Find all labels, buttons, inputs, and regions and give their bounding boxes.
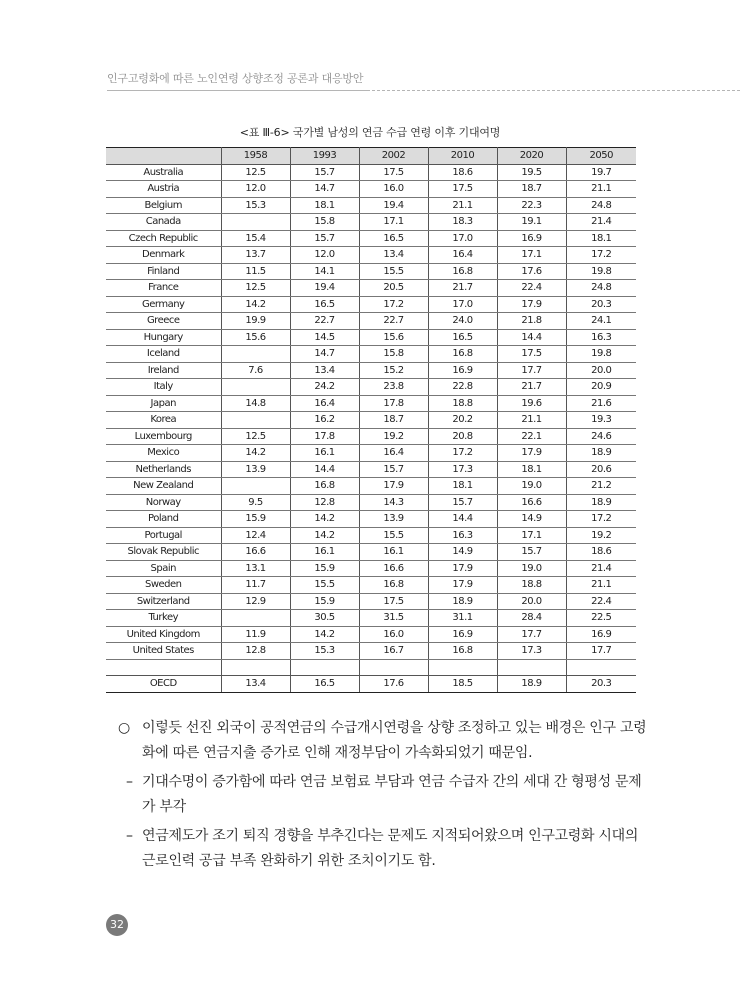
value-cell	[221, 478, 290, 495]
country-cell: United Kingdom	[106, 626, 221, 643]
value-cell: 16.9	[566, 626, 636, 643]
value-cell: 28.4	[497, 610, 566, 627]
header-rule	[107, 90, 370, 91]
country-cell: Greece	[106, 313, 221, 330]
value-cell: 21.1	[497, 412, 566, 429]
country-cell: Hungary	[106, 329, 221, 346]
value-cell: 14.5	[290, 329, 359, 346]
value-cell: 15.5	[290, 577, 359, 594]
value-cell: 15.8	[290, 214, 359, 231]
body-text	[118, 716, 648, 878]
value-cell: 24.8	[566, 197, 636, 214]
table-row	[106, 313, 636, 330]
value-cell: 18.9	[566, 445, 636, 462]
country-cell: Finland	[106, 263, 221, 280]
value-cell: 17.6	[359, 676, 428, 693]
value-cell: 18.8	[428, 395, 497, 412]
table-row	[106, 643, 636, 660]
value-cell: 14.2	[290, 511, 359, 528]
value-cell: 24.2	[290, 379, 359, 396]
value-cell: 20.0	[566, 362, 636, 379]
value-cell: 17.0	[428, 230, 497, 247]
country-cell: France	[106, 280, 221, 297]
value-cell: 17.9	[428, 560, 497, 577]
value-cell: 15.9	[290, 560, 359, 577]
sub-item-text: 연금제도가 조기 퇴직 경향을 부추긴다는 문제도 지적되어왔으며 인구고령화 시대의 근로인력 공급 부족 완화하기 위한 조치이기도 함.	[142, 828, 639, 869]
value-cell: 22.1	[497, 428, 566, 445]
value-cell: 12.9	[221, 593, 290, 610]
value-cell: 18.1	[566, 230, 636, 247]
value-cell: 21.8	[497, 313, 566, 330]
value-cell: 17.1	[497, 247, 566, 264]
value-cell: 15.7	[359, 461, 428, 478]
sub-item	[118, 770, 648, 820]
value-cell: 22.4	[566, 593, 636, 610]
value-cell: 24.8	[566, 280, 636, 297]
value-cell: 17.2	[566, 511, 636, 528]
value-cell: 12.0	[290, 247, 359, 264]
value-cell: 18.1	[290, 197, 359, 214]
value-cell: 16.5	[290, 296, 359, 313]
empty-cell	[497, 659, 566, 676]
value-cell: 21.6	[566, 395, 636, 412]
table-row	[106, 296, 636, 313]
value-cell: 20.2	[428, 412, 497, 429]
table-row	[106, 362, 636, 379]
value-cell: 19.3	[566, 412, 636, 429]
value-cell: 11.7	[221, 577, 290, 594]
column-header: 2050	[566, 148, 636, 165]
value-cell: 16.4	[290, 395, 359, 412]
value-cell: 22.3	[497, 197, 566, 214]
table-row	[106, 461, 636, 478]
table-header-row	[106, 148, 636, 165]
value-cell: 16.5	[359, 230, 428, 247]
table-row	[106, 247, 636, 264]
value-cell: 16.1	[359, 544, 428, 561]
table-row	[106, 527, 636, 544]
country-cell: Poland	[106, 511, 221, 528]
value-cell: 17.2	[566, 247, 636, 264]
value-cell: 14.4	[290, 461, 359, 478]
empty-cell	[221, 659, 290, 676]
value-cell: 17.1	[359, 214, 428, 231]
bullet-text: 이렇듯 선진 외국이 공적연금의 수급개시연령을 상향 조정하고 있는 배경은 인구 고령화에 따른 연금지출 증가로 인해 재정부담이 가속화되었기 때문임.	[142, 720, 647, 761]
value-cell: 16.4	[359, 445, 428, 462]
country-cell: OECD	[106, 676, 221, 693]
value-cell: 13.9	[221, 461, 290, 478]
table-row	[106, 412, 636, 429]
value-cell: 13.9	[359, 511, 428, 528]
value-cell: 15.6	[359, 329, 428, 346]
value-cell: 16.8	[290, 478, 359, 495]
value-cell: 20.0	[497, 593, 566, 610]
value-cell: 9.5	[221, 494, 290, 511]
value-cell: 14.7	[290, 346, 359, 363]
value-cell: 16.5	[428, 329, 497, 346]
table-row	[106, 395, 636, 412]
sub-item	[118, 824, 648, 874]
value-cell: 18.9	[428, 593, 497, 610]
value-cell: 16.1	[290, 544, 359, 561]
value-cell: 16.2	[290, 412, 359, 429]
bullet-paragraph	[118, 716, 648, 766]
value-cell: 15.7	[497, 544, 566, 561]
value-cell: 22.7	[359, 313, 428, 330]
value-cell: 20.3	[566, 296, 636, 313]
value-cell	[221, 214, 290, 231]
country-cell: Netherlands	[106, 461, 221, 478]
value-cell: 14.2	[290, 626, 359, 643]
value-cell: 19.0	[497, 478, 566, 495]
table-row	[106, 230, 636, 247]
country-cell: Turkey	[106, 610, 221, 627]
value-cell: 18.7	[359, 412, 428, 429]
value-cell: 16.8	[428, 263, 497, 280]
value-cell: 20.8	[428, 428, 497, 445]
value-cell: 15.6	[221, 329, 290, 346]
value-cell: 18.9	[497, 676, 566, 693]
value-cell: 21.7	[497, 379, 566, 396]
value-cell: 12.8	[221, 643, 290, 660]
column-header: 2010	[428, 148, 497, 165]
value-cell: 17.5	[428, 181, 497, 198]
circle-bullet-icon: ○	[118, 720, 130, 736]
value-cell: 17.1	[497, 527, 566, 544]
value-cell: 19.7	[566, 164, 636, 181]
country-cell: Austria	[106, 181, 221, 198]
value-cell: 14.2	[221, 445, 290, 462]
value-cell: 14.1	[290, 263, 359, 280]
value-cell: 20.3	[566, 676, 636, 693]
value-cell: 14.7	[290, 181, 359, 198]
value-cell: 30.5	[290, 610, 359, 627]
value-cell: 19.0	[497, 560, 566, 577]
value-cell: 21.1	[566, 181, 636, 198]
value-cell: 16.6	[497, 494, 566, 511]
value-cell: 17.7	[566, 643, 636, 660]
value-cell: 24.0	[428, 313, 497, 330]
value-cell: 16.3	[566, 329, 636, 346]
value-cell: 17.9	[428, 577, 497, 594]
value-cell: 17.9	[497, 445, 566, 462]
table-row	[106, 181, 636, 198]
value-cell: 19.9	[221, 313, 290, 330]
value-cell: 21.4	[566, 214, 636, 231]
value-cell: 16.3	[428, 527, 497, 544]
header-dashed-rule	[372, 90, 740, 91]
oecd-row	[106, 676, 636, 693]
value-cell: 21.7	[428, 280, 497, 297]
table-caption: <표 Ⅲ-6> 국가별 남성의 연금 수급 연령 이후 기대여명	[239, 126, 501, 139]
sub-item-text: 기대수명이 증가함에 따라 연금 보험료 부담과 연금 수급자 간의 세대 간 형평성 문제가 부각	[142, 774, 642, 815]
country-cell: Germany	[106, 296, 221, 313]
running-header: 인구고령화에 따른 노인연령 상향조정 공론과 대응방안	[107, 72, 364, 85]
country-cell: Sweden	[106, 577, 221, 594]
value-cell: 17.3	[428, 461, 497, 478]
value-cell: 20.6	[566, 461, 636, 478]
value-cell: 13.4	[359, 247, 428, 264]
table-row	[106, 560, 636, 577]
value-cell: 19.8	[566, 346, 636, 363]
value-cell: 14.2	[221, 296, 290, 313]
country-cell: Iceland	[106, 346, 221, 363]
empty-cell	[566, 659, 636, 676]
value-cell: 19.8	[566, 263, 636, 280]
value-cell: 17.2	[428, 445, 497, 462]
country-cell: Luxembourg	[106, 428, 221, 445]
country-cell: Switzerland	[106, 593, 221, 610]
value-cell: 16.4	[428, 247, 497, 264]
value-cell: 15.7	[290, 164, 359, 181]
value-cell: 22.8	[428, 379, 497, 396]
page-number-badge: 32	[106, 914, 128, 936]
table-row	[106, 610, 636, 627]
table-row	[106, 214, 636, 231]
value-cell: 21.1	[566, 577, 636, 594]
table-row	[106, 346, 636, 363]
value-cell: 17.3	[497, 643, 566, 660]
value-cell: 16.7	[359, 643, 428, 660]
value-cell: 17.5	[359, 164, 428, 181]
value-cell: 17.0	[428, 296, 497, 313]
value-cell: 17.2	[359, 296, 428, 313]
value-cell: 18.5	[428, 676, 497, 693]
country-cell: Italy	[106, 379, 221, 396]
country-cell: Canada	[106, 214, 221, 231]
value-cell: 12.5	[221, 164, 290, 181]
empty-cell	[290, 659, 359, 676]
value-cell: 17.9	[359, 478, 428, 495]
value-cell: 15.3	[221, 197, 290, 214]
value-cell	[221, 379, 290, 396]
table-row	[106, 329, 636, 346]
value-cell: 14.3	[359, 494, 428, 511]
value-cell: 18.6	[566, 544, 636, 561]
column-header: 2020	[497, 148, 566, 165]
value-cell: 15.7	[290, 230, 359, 247]
country-cell: United States	[106, 643, 221, 660]
table-row	[106, 197, 636, 214]
value-cell: 24.6	[566, 428, 636, 445]
value-cell: 21.2	[566, 478, 636, 495]
country-cell: Belgium	[106, 197, 221, 214]
value-cell: 15.7	[428, 494, 497, 511]
dash-bullet-icon: –	[126, 828, 133, 844]
value-cell: 7.6	[221, 362, 290, 379]
column-header: 2002	[359, 148, 428, 165]
table-row	[106, 593, 636, 610]
value-cell: 16.8	[428, 643, 497, 660]
value-cell: 21.1	[428, 197, 497, 214]
value-cell: 15.2	[359, 362, 428, 379]
value-cell: 18.7	[497, 181, 566, 198]
table-row	[106, 544, 636, 561]
table-spacer-row	[106, 659, 636, 676]
value-cell: 12.0	[221, 181, 290, 198]
table-row	[106, 164, 636, 181]
value-cell: 13.7	[221, 247, 290, 264]
value-cell: 16.6	[359, 560, 428, 577]
value-cell: 19.1	[497, 214, 566, 231]
value-cell: 12.8	[290, 494, 359, 511]
value-cell: 12.4	[221, 527, 290, 544]
value-cell: 31.1	[428, 610, 497, 627]
empty-cell	[106, 659, 221, 676]
value-cell	[221, 412, 290, 429]
value-cell: 13.4	[221, 676, 290, 693]
value-cell: 17.9	[497, 296, 566, 313]
value-cell: 15.5	[359, 263, 428, 280]
table-row	[106, 428, 636, 445]
value-cell: 18.3	[428, 214, 497, 231]
value-cell: 16.8	[359, 577, 428, 594]
value-cell: 19.6	[497, 395, 566, 412]
value-cell: 19.4	[290, 280, 359, 297]
value-cell: 14.8	[221, 395, 290, 412]
empty-cell	[359, 659, 428, 676]
value-cell: 14.4	[428, 511, 497, 528]
value-cell: 12.5	[221, 280, 290, 297]
value-cell: 11.5	[221, 263, 290, 280]
country-cell: Korea	[106, 412, 221, 429]
value-cell: 16.9	[428, 626, 497, 643]
table-row	[106, 577, 636, 594]
table-row	[106, 263, 636, 280]
country-cell: Australia	[106, 164, 221, 181]
value-cell: 19.4	[359, 197, 428, 214]
value-cell: 18.1	[428, 478, 497, 495]
value-cell: 14.2	[290, 527, 359, 544]
value-cell: 16.9	[428, 362, 497, 379]
value-cell: 17.7	[497, 362, 566, 379]
value-cell: 15.5	[359, 527, 428, 544]
country-cell: Mexico	[106, 445, 221, 462]
value-cell: 14.4	[497, 329, 566, 346]
country-cell: Japan	[106, 395, 221, 412]
value-cell: 15.9	[290, 593, 359, 610]
table-row	[106, 511, 636, 528]
value-cell: 15.9	[221, 511, 290, 528]
table-row	[106, 379, 636, 396]
country-cell: Slovak Republic	[106, 544, 221, 561]
value-cell: 21.4	[566, 560, 636, 577]
country-cell: Denmark	[106, 247, 221, 264]
country-cell: New Zealand	[106, 478, 221, 495]
value-cell: 18.9	[566, 494, 636, 511]
value-cell: 17.5	[497, 346, 566, 363]
column-header: 1958	[221, 148, 290, 165]
value-cell	[221, 346, 290, 363]
life-expectancy-table	[106, 147, 636, 693]
value-cell: 15.4	[221, 230, 290, 247]
value-cell	[221, 610, 290, 627]
value-cell: 12.5	[221, 428, 290, 445]
value-cell: 16.9	[497, 230, 566, 247]
country-cell: Ireland	[106, 362, 221, 379]
table-row	[106, 478, 636, 495]
country-cell: Portugal	[106, 527, 221, 544]
value-cell: 18.8	[497, 577, 566, 594]
value-cell: 16.1	[290, 445, 359, 462]
value-cell: 19.2	[566, 527, 636, 544]
country-cell: Norway	[106, 494, 221, 511]
value-cell: 14.9	[497, 511, 566, 528]
value-cell: 17.8	[290, 428, 359, 445]
column-header: 1993	[290, 148, 359, 165]
value-cell: 31.5	[359, 610, 428, 627]
country-cell: Spain	[106, 560, 221, 577]
value-cell: 17.8	[359, 395, 428, 412]
value-cell: 16.8	[428, 346, 497, 363]
value-cell: 17.7	[497, 626, 566, 643]
value-cell: 15.3	[290, 643, 359, 660]
value-cell: 22.4	[497, 280, 566, 297]
value-cell: 16.6	[221, 544, 290, 561]
table-row	[106, 280, 636, 297]
value-cell: 19.2	[359, 428, 428, 445]
value-cell: 13.4	[290, 362, 359, 379]
value-cell: 24.1	[566, 313, 636, 330]
table-row	[106, 445, 636, 462]
value-cell: 18.6	[428, 164, 497, 181]
column-header	[106, 148, 221, 165]
value-cell: 20.9	[566, 379, 636, 396]
dash-bullet-icon: –	[126, 774, 133, 790]
value-cell: 14.9	[428, 544, 497, 561]
value-cell: 22.7	[290, 313, 359, 330]
value-cell: 11.9	[221, 626, 290, 643]
value-cell: 16.0	[359, 626, 428, 643]
value-cell: 16.0	[359, 181, 428, 198]
value-cell: 20.5	[359, 280, 428, 297]
value-cell: 17.6	[497, 263, 566, 280]
country-cell: Czech Republic	[106, 230, 221, 247]
table-row	[106, 626, 636, 643]
value-cell: 19.5	[497, 164, 566, 181]
value-cell: 18.1	[497, 461, 566, 478]
value-cell: 15.8	[359, 346, 428, 363]
table-row	[106, 494, 636, 511]
value-cell: 23.8	[359, 379, 428, 396]
value-cell: 22.5	[566, 610, 636, 627]
value-cell: 16.5	[290, 676, 359, 693]
value-cell: 13.1	[221, 560, 290, 577]
empty-cell	[428, 659, 497, 676]
value-cell: 17.5	[359, 593, 428, 610]
